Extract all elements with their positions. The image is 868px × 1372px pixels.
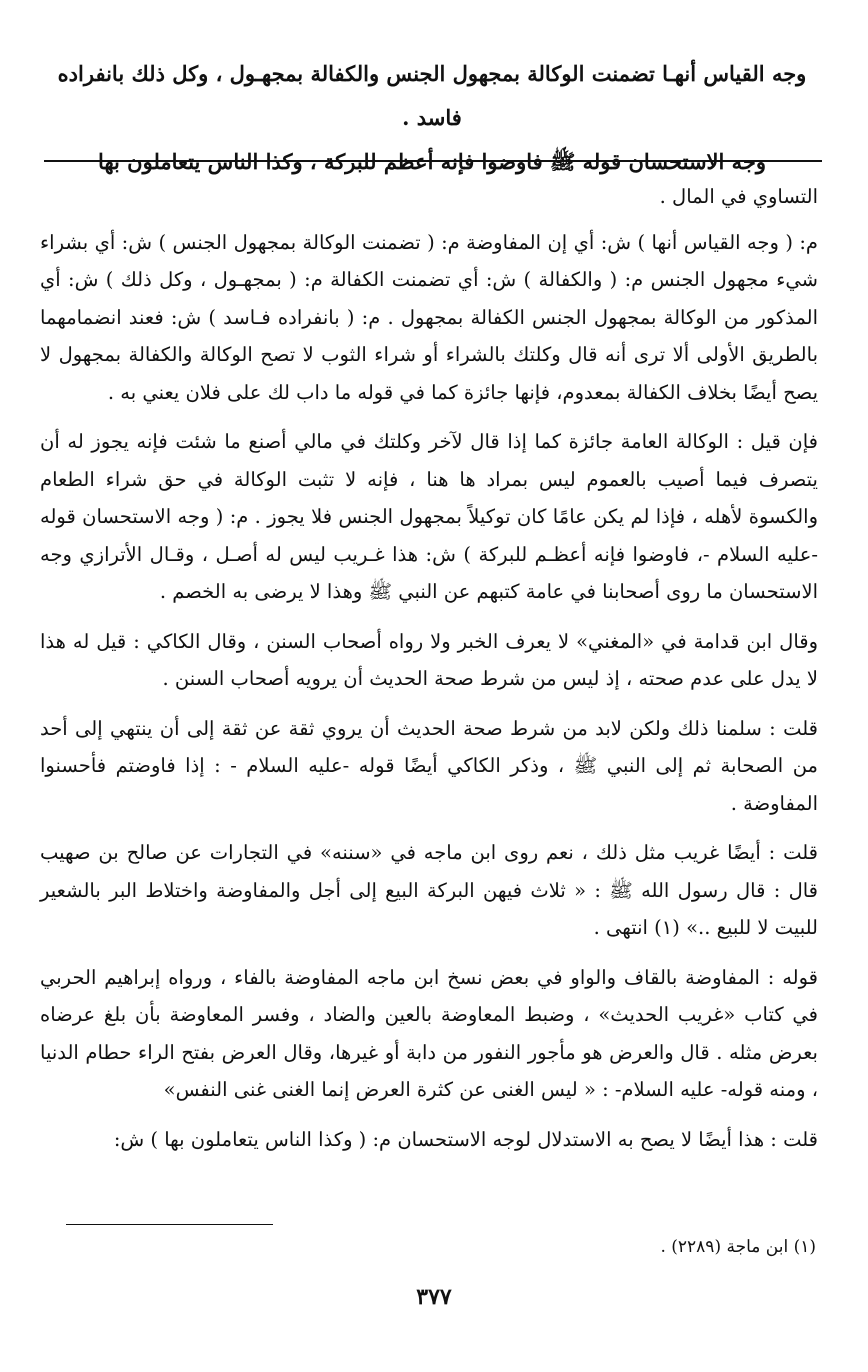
commentary-paragraph-3: وقال ابن قدامة في «المغني» لا يعرف الخبر ولا رواه أصحاب السنن ، وقال الكاكي : قيل له هذا لا يدل على عدم صحته ، إذ ليس من شرط صحة الحديث أن يرويه أصحاب السنن .	[40, 629, 818, 690]
commentary-text	[40, 178, 818, 1170]
separator-rule	[44, 160, 822, 162]
page-number: ٣٧٧	[416, 1284, 452, 1310]
footnote: (١) ابن ماجة (٢٢٨٩) .	[660, 1237, 816, 1257]
commentary-paragraph-6: قوله : المفاوضة بالقاف والواو في بعض نسخ ابن ماجه المفاوضة بالفاء ، ورواه إبراهيم الحربي في كتاب «غريب الحديث» ، وضبط المعاوضة بالعين والضاد ، وفسر المعاوضة بأن بلغ عرضاه بعرض مثله . قال والعرض هو مأجور النفور من دابة أو غيرها، وقال العرض بفتح الراء حطام الدنيا ، ومنه قوله- عليه السلام- : « ليس الغنى عن كثرة العرض إنما الغنى غنى النفس»	[40, 965, 818, 1101]
commentary-paragraph-4: قلت : سلمنا ذلك ولكن لابد من شرط صحة الحديث أن يروي ثقة عن ثقة إلى أن ينتهي إلى أحد من الصحابة ثم إلى النبي ﷺ ، وذكر الكاكي أيضًا قوله -عليه السلام - : إذا فاوضتم فأحسنوا المفاوضة .	[40, 716, 818, 815]
commentary-paragraph-1: م: ( وجه القياس أنها ) ش: أي إن المفاوضة م: ( تضمنت الوكالة بمجهول الجنس ) ش: أي بشراء شيء مجهول الجنس م: ( والكفالة ) ش: أي تضمنت الكفالة م: ( بمجهـول ، وكل ذلك ) ش: أي المذكور من الوكالة بمجهول الجنس الكفالة بمجهول . م: ( بانفراده فـاسد ) ش: فعند انضمامهما بالطريق الأولى ألا ترى أنه قال وكلتك بالشراء أو شراء الثوب لا تصح الوكالة والكفالة بمجهول لا يصح أيضًا بخلاف الكفالة بمعدوم، فإنها جائزة كما في قوله ما داب لك على فلان يعني به .	[40, 230, 818, 404]
matn-text	[40, 52, 824, 184]
matn-line-1: وجه القياس أنهـا تضمنت الوكالة بمجهول الجنس والكفالة بمجهـول ، وكل ذلك بانفراده فاسد .	[57, 61, 807, 130]
commentary-paragraph-2: فإن قيل : الوكالة العامة جائزة كما إذا قال لآخر وكلتك في مالي أصنع ما شئت فإنه يجوز له أن يتصرف فيما أصيب بالعموم ليس بمراد ها هنا ، فإنه لا تثبت الوكالة في حق شراء الطعام والكسوة لأهله ، فإذا لم يكن عامًا كان توكيلاً بمجهول الجنس فلا يجوز . م: ( وجه الاستحسان قوله -عليه السلام -، فاوضوا فإنه أعظـم للبركة ) ش: هذا غـريب ليس له أصـل ، وقـال الأترازي وجه الاستحسان ما روى أصحابنا في عامة كتبهم عن النبي ﷺ وهذا لا يرضى به الخصم .	[40, 430, 818, 603]
commentary-paragraph-7: قلت : هذا أيضًا لا يصح به الاستدلال لوجه الاستحسان م: ( وكذا الناس يتعاملون بها ) ش:	[113, 1127, 818, 1151]
commentary-paragraph-0: التساوي في المال .	[659, 185, 818, 208]
matn-line-2: وجه الاستحسان قوله ﷺ فاوضوا فإنه أعظم للبركة ، وكذا الناس يتعاملون بها	[97, 149, 767, 174]
commentary-paragraph-5: قلت : أيضًا غريب مثل ذلك ، نعم روى ابن ماجه في «سننه» في التجارات عن صالح بن صهيب قال : قال رسول الله ﷺ : « ثلاث فيهن البركة البيع إلى أجل والمفاوضة واختلاط البر بالشعير للبيت لا للبيع ..» (١) انتهى .	[40, 841, 818, 939]
footnote-rule	[66, 1224, 273, 1225]
